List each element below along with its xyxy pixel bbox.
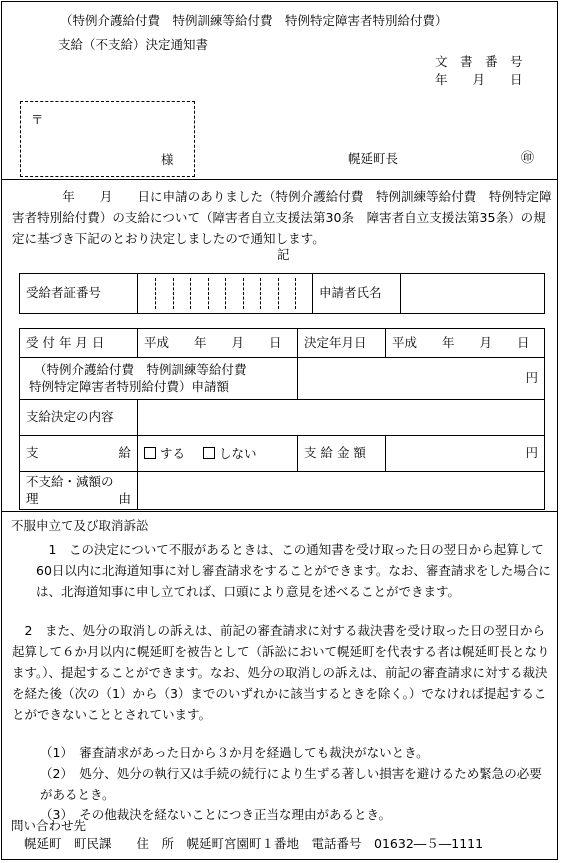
form-title-benefits: （特例介護給付費 特例訓練等給付費 特例特定障害者特別給付費）	[60, 13, 448, 28]
divider-middle	[2, 511, 557, 512]
appeal-item-1: （1） 審査請求があった日から３か月を経過しても裁決がないとき。	[40, 745, 429, 760]
payment-amount-label: 支 給 金 額	[298, 436, 386, 472]
issuer-name: 幌延町長	[348, 151, 399, 166]
notice-form	[1, 1, 558, 860]
appeal-item-3: （3） その他裁決を経ないことにつき正当な理由があるとき。	[40, 807, 391, 822]
issue-date-label: 年 月 日	[435, 72, 523, 87]
decision-table	[19, 328, 545, 510]
payment-label: 支 給	[20, 436, 138, 472]
received-date-label: 受 付 年 月 日	[20, 329, 138, 358]
payment-choice: する しない	[138, 436, 298, 472]
appeal-heading: 不服申立て及び取消訴訟	[11, 518, 149, 533]
intro-text: 年 月 日に申請のありました（特例介護給付費 特例訓練等給付費 特例特定障害者特別給付費）の支給について（障害者自立支援法第30条 障害者自立支援法第35条）の規定に基づき下記のとおり決定しましたので通知します。	[12, 189, 552, 246]
address-box	[20, 101, 195, 177]
document-number-label: 文 書 番 号	[435, 54, 523, 69]
decision-date-value[interactable]: 平成 年 月 日	[386, 329, 545, 358]
non-payment-reason-field[interactable]	[138, 472, 545, 510]
decision-content-label: 支給決定の内容	[20, 400, 138, 436]
application-amount-label: （特例介護給付費 特例訓練等給付費 特例特定障害者特別給付費）申請額	[20, 358, 298, 400]
contact-line: 幌延町 町民課 住 所 幌延町宮園町１番地 電話番号 01632―５―1111	[24, 836, 484, 851]
applicant-name-label: 申請者氏名	[313, 274, 401, 314]
appeal-paragraph-1: 1 この決定について不服があるときは、この通知書を受け取った日の翌日から起算して60日以内に北海道知事に対し審査請求をすることができます。なお、審査請求をした場合には、北海道知事に申し立てれば、口頭により意見を述べることができます。	[36, 542, 551, 599]
checkbox-shinai[interactable]	[203, 447, 215, 459]
recipient-number-field[interactable]	[138, 274, 313, 314]
recipient-table	[19, 273, 545, 314]
applicant-name-field[interactable]	[401, 274, 545, 314]
payment-amount-field[interactable]: 円	[386, 436, 545, 472]
appeal-item-2: （2） 処分、処分の執行又は手続の続行により生ずる著しい損害を避けるため緊急の必要があるとき。	[40, 766, 542, 802]
decision-content-field[interactable]	[138, 400, 545, 436]
ki-mark: 記	[277, 247, 290, 262]
seal-mark: ㊞	[521, 151, 535, 166]
application-amount-field[interactable]: 円	[298, 358, 545, 400]
appeal-paragraph-2: 2 また、処分の取消しの訴えは、前記の審査請求に対する裁決書を受け取った日の翌日から起算して６か月以内に幌延町を被告として（訴訟において幌延町を代表する者は幌延町長となります。）、提起することができます。なお、処分の取消しの訴えは、前記の審査請求に対する裁決を経た後（次の（1）から（3）までのいずれかに該当するときを除く。）でなければ提起することができないこととされています。	[12, 623, 550, 722]
non-payment-reason-label: 不支給・減額の 理 由	[20, 472, 138, 510]
checkbox-suru[interactable]	[144, 447, 156, 459]
postal-mark: 〒	[31, 112, 44, 127]
recipient-number-label: 受給者証番号	[20, 274, 138, 314]
divider-top	[2, 179, 557, 180]
honorific-sama: 様	[161, 152, 174, 167]
form-title: 支給（不支給）決定通知書	[58, 37, 209, 52]
decision-date-label: 決定年月日	[298, 329, 386, 358]
contact-heading: 問い合わせ先	[11, 818, 87, 833]
received-date-value[interactable]: 平成 年 月 日	[138, 329, 298, 358]
